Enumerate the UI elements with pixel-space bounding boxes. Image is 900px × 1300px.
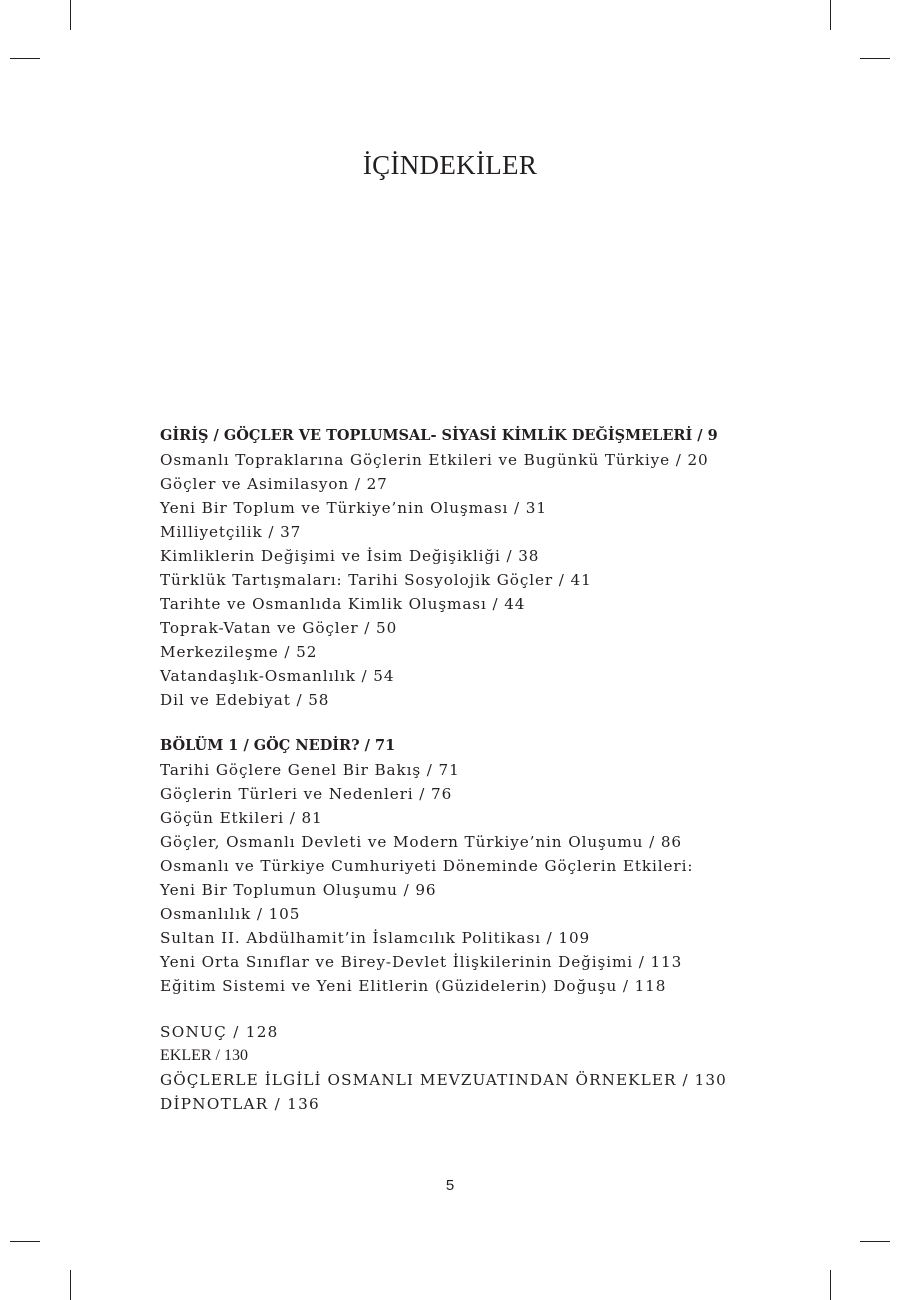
- toc-heading[interactable]: BÖLÜM 1 / GÖÇ NEDİR? / 71: [160, 737, 396, 754]
- toc-entry-footnotes[interactable]: DİPNOTLAR / 136: [160, 1095, 321, 1113]
- crop-mark-bottom-left: [70, 1270, 71, 1300]
- toc-entry[interactable]: Osmanlılık / 105: [160, 905, 301, 923]
- toc-entry[interactable]: Yeni Orta Sınıflar ve Birey-Devlet İlişkilerinin Değişimi / 113: [160, 953, 683, 971]
- toc-entry[interactable]: Tarihi Göçlere Genel Bir Bakış / 71: [160, 761, 460, 779]
- crop-mark-top-right: [830, 0, 831, 30]
- toc-entry[interactable]: Yeni Bir Toplum ve Türkiye’nin Oluşması / 31: [160, 499, 547, 517]
- crop-mark-top-left: [10, 58, 40, 59]
- toc-entry[interactable]: Sultan II. Abdülhamit’in İslamcılık Politikası / 109: [160, 929, 591, 947]
- toc-entry[interactable]: Osmanlı ve Türkiye Cumhuriyeti Döneminde Göçlerin Etkileri: Yeni Bir Toplumun Oluşumu / 96: [160, 857, 694, 899]
- toc-back-matter: [160, 1020, 780, 1116]
- toc-entry-ottoman-legislation[interactable]: GÖÇLERLE İLGİLİ OSMANLI MEVZUATINDAN ÖRNEKLER / 130: [160, 1071, 727, 1089]
- table-of-contents: [160, 424, 780, 1138]
- toc-entry[interactable]: Kimliklerin Değişimi ve İsim Değişikliği / 38: [160, 547, 540, 565]
- toc-entry[interactable]: Eğitim Sistemi ve Yeni Elitlerin (Güzidelerin) Doğuşu / 118: [160, 977, 667, 995]
- page-title: İÇİNDEKİLER: [362, 150, 538, 180]
- toc-entry[interactable]: Osmanlı Topraklarına Göçlerin Etkileri ve Bugünkü Türkiye / 20: [160, 451, 709, 469]
- toc-section-chapter-1: [160, 734, 780, 998]
- toc-section-introduction: [160, 424, 780, 712]
- toc-entry[interactable]: Milliyetçilik / 37: [160, 523, 302, 541]
- toc-entry[interactable]: Tarihte ve Osmanlıda Kimlik Oluşması / 44: [160, 595, 526, 613]
- toc-entry[interactable]: Toprak-Vatan ve Göçler / 50: [160, 619, 398, 637]
- toc-entry[interactable]: Göçler ve Asimilasyon / 27: [160, 475, 388, 493]
- crop-mark-bottom-left: [10, 1241, 40, 1242]
- crop-mark-top-left: [70, 0, 71, 30]
- crop-mark-top-right: [860, 58, 890, 59]
- toc-entry[interactable]: Göçler, Osmanlı Devleti ve Modern Türkiye’nin Oluşumu / 86: [160, 833, 682, 851]
- crop-mark-bottom-right: [860, 1241, 890, 1242]
- toc-entry-conclusion[interactable]: SONUÇ / 128: [160, 1023, 279, 1041]
- toc-entry[interactable]: Göçlerin Türleri ve Nedenleri / 76: [160, 785, 453, 803]
- toc-heading[interactable]: GİRİŞ / GÖÇLER VE TOPLUMSAL- SİYASİ KİMLİK DEĞİŞMELERİ / 9: [160, 427, 718, 444]
- toc-entry[interactable]: Türklük Tartışmaları: Tarihi Sosyolojik Göçler / 41: [160, 571, 592, 589]
- crop-mark-bottom-right: [830, 1270, 831, 1300]
- toc-entry[interactable]: Merkezileşme / 52: [160, 643, 318, 661]
- toc-entry-appendices[interactable]: EKLER / 130: [160, 1047, 248, 1064]
- toc-entry[interactable]: Vatandaşlık-Osmanlılık / 54: [160, 667, 395, 685]
- page-number: 5: [445, 1177, 455, 1194]
- toc-entry[interactable]: Göçün Etkileri / 81: [160, 809, 323, 827]
- toc-entry[interactable]: Dil ve Edebiyat / 58: [160, 691, 330, 709]
